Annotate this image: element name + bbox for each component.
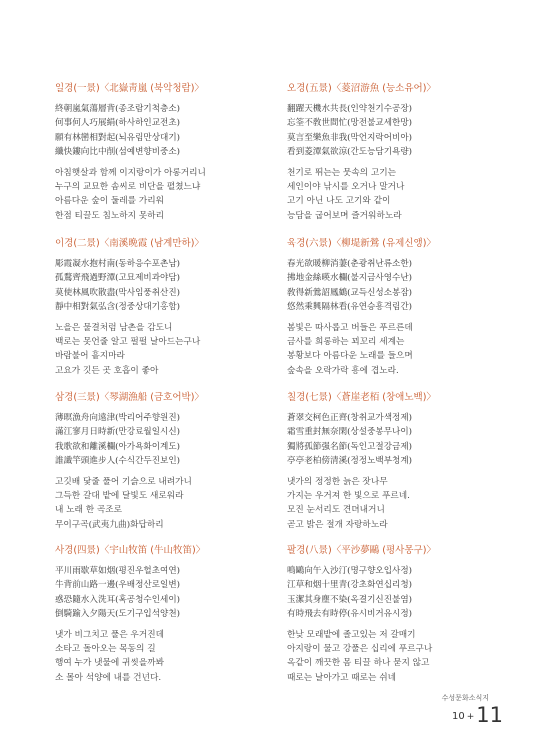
korean-line: 행여 누가 냇물에 귀씻을까봐	[55, 658, 164, 669]
hanja-line: 春光欲暖柳消萋(춘광취난류소한)	[287, 259, 412, 269]
section-title: 일경(一景)〈北嶽靑嵐 (북악청람)〉	[55, 83, 204, 94]
hanja-line: 翻躍天機水共長(인약천기수공장)	[287, 104, 412, 114]
korean-line: 고기 아닌 나도 고기와 같이	[287, 196, 391, 207]
korean-translation	[287, 475, 517, 532]
hanja-line: 霜雪重封無奈閑(상설중봉무나이)	[287, 427, 412, 438]
publication-name: 수성문화소식지	[441, 694, 489, 702]
hanja-line: 玉潔其身塵不染(옥결기신진불염)	[287, 594, 412, 605]
korean-line: 봄빛은 따사롭고 버들은 푸르른데	[287, 322, 413, 333]
korean-line: 가지는 우거져 한 빛으로 푸르네.	[287, 490, 410, 501]
hanja-verse	[55, 257, 285, 315]
korean-line: 백로는 못언줄 알고 펄펄 날아드는구나	[55, 336, 201, 347]
korean-line: 아지랑이 물고 강풀은 십리에 푸르구나	[287, 643, 433, 654]
hanja-line: 纖快鏤向比中削(섬예변향비중소)	[55, 147, 180, 158]
korean-line: 고깃배 닻줄 풀어 기슭으로 내려가니	[55, 476, 192, 487]
hanja-line: 莫使林風吹散盡(막사임풍취산진)	[55, 287, 180, 298]
korean-line: 곧고 밝은 절개 자랑하노라	[287, 519, 388, 530]
hanja-line: 願有林巒相對起(뇌유림만상대기)	[55, 132, 180, 143]
hanja-line: 看到菱潭氣欲涼(간도능담기욕량)	[287, 147, 412, 158]
korean-line: 누구의 교묘한 솜씨로 비단을 펼쳤느냐	[55, 181, 201, 192]
korean-line: 봉황보다 아름다운 노래를 들으며	[287, 351, 413, 362]
korean-translation	[55, 475, 285, 532]
section-title: 칠경(七景)〈蒼崖老栢 (창애노백)〉	[287, 392, 436, 403]
korean-line: 아름다운 숲이 둘레를 가리워	[55, 196, 164, 207]
hanja-line: 敎得新鶯詔鳳鶴(교득신성소봉잠)	[287, 287, 412, 298]
hanja-verse	[287, 411, 517, 469]
section-5	[287, 83, 517, 223]
korean-line: 고요가 깃든 곳 호흡이 좋아	[55, 365, 159, 376]
page-separator: +	[466, 712, 475, 722]
korean-translation	[55, 321, 285, 378]
hanja-line: 有時飛去有時停(유시비거유시정)	[287, 609, 412, 620]
hanja-line: 鳴鷗向午入沙汀(명구향오입사정)	[287, 566, 412, 576]
korean-line: 금사를 희롱하는 꾀꼬리 세계는	[287, 336, 405, 347]
hanja-line: 拂地金絲暎水欄(불지금사영수난)	[287, 273, 412, 284]
korean-line: 소 몰아 석양에 내를 건넌다.	[55, 672, 162, 683]
hanja-line: 悠然乘興隔林看(유연승흥격림간)	[287, 302, 412, 313]
hanja-verse	[287, 564, 517, 622]
korean-line: 한점 티끌도 침노하지 못하리	[55, 210, 164, 221]
section-7	[287, 392, 517, 532]
section-title: 사경(四景)〈宇山牧笛 (牛山牧笛)〉	[55, 545, 206, 556]
section-title: 오경(五景)〈菱沼游魚 (능소유어)〉	[287, 83, 436, 94]
hanja-line: 忘筌不敎世間忙(망전불교세한망)	[287, 118, 412, 129]
hanja-line: 倒騎踰入夕陽天(도기구입석양천)	[55, 609, 180, 620]
page-number-right: 11	[476, 703, 503, 727]
korean-line: 숲속을 오락가락 흥에 겹노라.	[287, 365, 399, 376]
section-title: 이경(二景)〈南溪晩霞 (남계만하)〉	[55, 238, 204, 249]
hanja-line: 何事何人巧展絹(하사하인교전초)	[55, 118, 180, 129]
section-3	[55, 392, 285, 532]
korean-line: 내 노래 한 곡조로	[55, 505, 123, 516]
hanja-line: 蒼翠交柯色正齊(창취교가색정제)	[287, 413, 412, 423]
hanja-line: 牛背前山路一邊(우배정산로일변)	[55, 580, 180, 591]
hanja-line: 獨將孤節强名節(독인고절강금제)	[287, 441, 412, 452]
korean-line: 한낮 모래밭에 졸고있는 저 갈매기	[287, 629, 416, 640]
hanja-verse	[287, 257, 517, 315]
hanja-line: 莫言至樂魚非我(막언지락어비아)	[287, 132, 412, 143]
korean-line: 그득한 갈대 밭에 달빛도 새로워라	[55, 490, 184, 501]
korean-line: 모진 눈서리도 견뎌내거니	[287, 505, 385, 516]
section-2	[55, 238, 285, 378]
hanja-line: 滿江寥月日時新(만강료월일시신)	[55, 427, 180, 438]
section-8	[287, 545, 517, 685]
korean-line: 노을은 물결처럼 남촌을 감도니	[55, 322, 173, 333]
hanja-line: 孤鶩齊飛過野潭(고묘제비과야담)	[55, 273, 180, 284]
korean-translation	[287, 321, 517, 378]
hanja-line: 亭亭老柏傍清溪(정정노백부청계)	[287, 456, 412, 467]
section-title: 육경(六景)〈柳堤新鶯 (유제신앵)〉	[287, 238, 436, 249]
korean-translation	[287, 166, 517, 223]
hanja-line: 薄暝漁舟向遠津(박리어주향원진)	[55, 413, 180, 423]
hanja-line: 平川雨歇草如烟(평진우헐초여연)	[55, 566, 180, 576]
korean-line: 능담을 굽어보며 즐거워하노라	[287, 210, 402, 221]
korean-line: 세인이야 낚시를 오거나 말거나	[287, 181, 405, 192]
hanja-line: 終朝嵐氣蕩層背(종조람기척층소)	[55, 104, 180, 114]
korean-line: 천기로 뛰는는 뭇속의 고기는	[287, 167, 396, 178]
korean-line: 냇가 비그치고 풀은 우거진데	[55, 629, 164, 640]
section-1	[55, 83, 285, 223]
page-numbers	[452, 703, 503, 727]
hanja-verse	[55, 102, 285, 160]
hanja-line: 彫霞凝水抱村南(동하응수포촌남)	[55, 259, 180, 269]
korean-line: 때로는 날아가고 때로는 쉬네	[287, 672, 396, 683]
korean-translation	[287, 628, 517, 685]
hanja-verse	[287, 102, 517, 160]
korean-line: 냇가의 정정한 늙은 잣나무	[287, 476, 388, 487]
hanja-line: 惑恐隨水入洗耳(혹공청수인세이)	[55, 594, 180, 605]
section-6	[287, 238, 517, 378]
hanja-line: 誰識竿頭進步人(수식간두진보인)	[55, 456, 180, 467]
korean-line: 옥같이 깨끗한 몸 티끌 하나 묻지 않고	[287, 658, 430, 669]
korean-translation	[55, 628, 285, 685]
hanja-line: 靜中相對氣弘含(정중상대기홍함)	[55, 302, 180, 313]
hanja-verse	[55, 411, 285, 469]
section-title: 삼경(三景)〈琴湖漁船 (금호어박)〉	[55, 392, 204, 403]
korean-line: 무이구곡(武夷九曲)화답하리	[55, 519, 164, 530]
hanja-line: 江草和烟十里青(강초화연십리청)	[287, 580, 412, 591]
hanja-line: 我歌欲和離溪欄(아가욕화이계도)	[55, 441, 180, 452]
page-number-left: 10	[451, 711, 465, 722]
korean-line: 바람불어 흩지마라	[55, 351, 125, 362]
korean-translation	[55, 166, 285, 223]
section-title: 팔경(八景)〈平沙夢鷗 (평사몽구)〉	[287, 545, 436, 556]
section-4	[55, 545, 285, 685]
korean-line: 아침햇살과 함께 이지랑이가 아롱거리니	[55, 167, 206, 178]
hanja-verse	[55, 564, 285, 622]
korean-line: 소타고 돌아오는 목동의 길	[55, 643, 156, 654]
